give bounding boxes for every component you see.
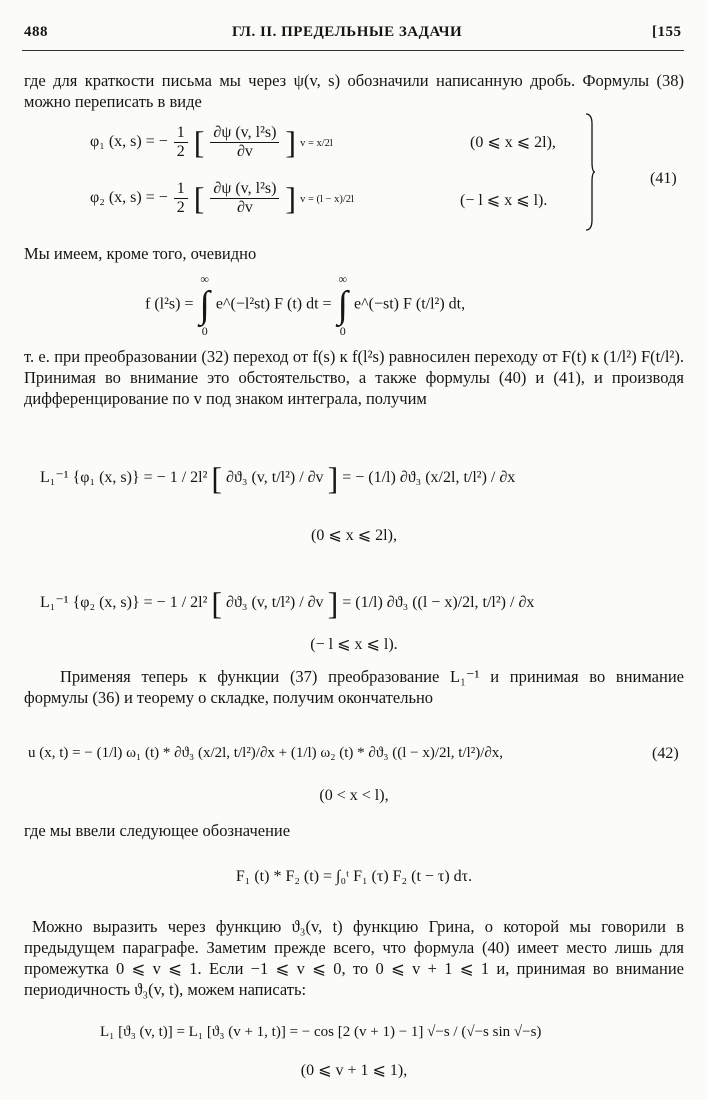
eq41-subscript-1: v = x/2l	[300, 138, 333, 150]
running-title: ГЛ. II. ПРЕДЕЛЬНЫЕ ЗАДАЧИ	[232, 24, 463, 40]
eq-l2-coef: 1 / 2l²	[169, 594, 208, 612]
eq-l1-lhs: L₁⁻¹ {φ₁ (x, s)} = −	[40, 469, 170, 487]
eq-l1-rhs: = − (1/l) ∂ϑ₃ (x/2l, t/l²) / ∂x	[342, 469, 516, 487]
eq41-deriv-den-1: ∂v	[236, 143, 253, 160]
eq41-phi2-lhs: φ₂ (x, s) = −	[90, 189, 172, 207]
l1-left-bracket: [	[211, 460, 223, 496]
equation-41-phi1	[90, 124, 333, 161]
paragraph-obviously: Мы имеем, кроме того, очевидно	[24, 244, 257, 263]
eq41-label: (41)	[650, 170, 677, 187]
integral-sign-2: ∞ ∫ 0	[337, 272, 348, 338]
eq-l1-condition: (0 ⩽ x ⩽ 2l),	[311, 527, 397, 544]
paragraph-intro: где для краткости письма мы через ψ(v, s) обозначили написанную дробь. Формулы (38) можно переписать в виде	[24, 71, 684, 111]
right-bracket: ]	[285, 124, 297, 160]
eq41-derivative-1	[210, 124, 279, 161]
section-marker: [155	[652, 24, 682, 40]
eq41-half-den-2: 2	[176, 199, 185, 216]
left-bracket-2: [	[193, 180, 205, 216]
eq-l2-deriv: ∂ϑ₃ (v, t/l²) / ∂v	[226, 594, 324, 612]
eq41-derivative-2	[210, 180, 279, 217]
eq-l2-rhs: = (1/l) ∂ϑ₃ ((l − x)/2l, t/l²) / ∂x	[342, 594, 535, 612]
l2-left-bracket: [	[211, 585, 223, 621]
eq41-half-num: 1	[174, 124, 188, 143]
l2-right-bracket: ]	[327, 585, 339, 621]
paragraph-green: Можно выразить через функцию ϑ₃(v, t) функцию Грина, о которой мы говорили в предыдущем параграфе. Заметим прежде всего, что формула (40) имеет место лишь для промежутка 0 ⩽ v ⩽ 1. Если −1 ⩽ v ⩽ 0, то 0 ⩽ v + 1 ⩽ 1 и, принимая во внимание периодичность ϑ₃(v, t), можем написать:	[24, 917, 684, 999]
eq41-deriv-den-2: ∂v	[236, 199, 253, 216]
eq41-half-fraction	[174, 124, 188, 161]
eq-f-mid: e^(−l²st) F (t) dt =	[215, 295, 336, 313]
eq41-phi1-lhs: φ₁ (x, s) = −	[90, 133, 172, 151]
eq-l1-coef: 1 / 2l²	[169, 469, 208, 487]
paragraph-final: Применяя теперь к функции (37) преобразование L₁⁻¹ и принимая во внимание формулы (36) и теорему о складке, получим окончательно	[24, 667, 684, 707]
eq42-label: (42)	[652, 745, 679, 762]
left-bracket: [	[193, 124, 205, 160]
eq41-half-fraction-2	[174, 180, 188, 217]
eq41-condition-1: (0 ⩽ x ⩽ 2l),	[470, 134, 556, 151]
page-number: 488	[24, 24, 48, 40]
integral-sign-1: ∞ ∫ 0	[199, 272, 210, 338]
eq41-deriv-num-1: ∂ψ (v, l²s)	[210, 124, 279, 143]
eq41-deriv-num-2: ∂ψ (v, l²s)	[210, 180, 279, 199]
equation-inverse-phi2	[40, 585, 534, 622]
paragraph-notation: где мы ввели следующее обозначение	[24, 821, 291, 840]
eq41-half-den: 2	[176, 143, 185, 160]
equation-f-scaling	[145, 272, 465, 338]
eq-last-condition: (0 ⩽ v + 1 ⩽ 1),	[300, 1062, 408, 1079]
right-bracket-2: ]	[285, 180, 297, 216]
eq41-subscript-2: v = (l − x)/2l	[300, 194, 354, 206]
eq-l2-condition: (− l ⩽ x ⩽ l).	[310, 636, 398, 653]
eq-l2-lhs: L₁⁻¹ {φ₂ (x, s)} = −	[40, 594, 170, 612]
l1-right-bracket: ]	[327, 460, 339, 496]
equation-convolution: F₁ (t) * F₂ (t) = ∫₀ᵗ F₁ (τ) F₂ (t − τ) dτ.	[235, 868, 473, 885]
equation-periodicity: L₁ [ϑ₃ (v, t)] = L₁ [ϑ₃ (v + 1, t)] = − cos [2 (v + 1) − 1] √−s / (√−s sin √−s)	[100, 1024, 542, 1040]
eq-f-lhs: f (l²s) =	[145, 295, 198, 313]
eq42-condition: (0 < x < l),	[319, 787, 389, 804]
eq41-half-num-2: 1	[174, 180, 188, 199]
equation-41-phi2	[90, 180, 354, 217]
equation-inverse-phi1	[40, 460, 515, 497]
equation-42: u (x, t) = − (1/l) ω₁ (t) * ∂ϑ₃ (x/2l, t/l²)/∂x + (1/l) ω₂ (t) * ∂ϑ₃ ((l − x)/2l, t/l²)/∂x,	[28, 745, 504, 761]
header-rule	[22, 50, 684, 51]
paragraph-transform: т. е. при преобразовании (32) переход от f(s) к f(l²s) равносилен переходу от F(t) к (1/l²) F(t/l²). Принимая во внимание это обстоятельство, а также формулы (40) и (41), и производя дифференцирование по v под знаком интеграла, получим	[24, 347, 684, 408]
eq41-condition-2: (− l ⩽ x ⩽ l).	[460, 192, 548, 209]
eq-l1-deriv: ∂ϑ₃ (v, t/l²) / ∂v	[226, 469, 324, 487]
right-brace	[585, 112, 595, 232]
eq-f-rhs: e^(−st) F (t/l²) dt,	[354, 295, 466, 313]
